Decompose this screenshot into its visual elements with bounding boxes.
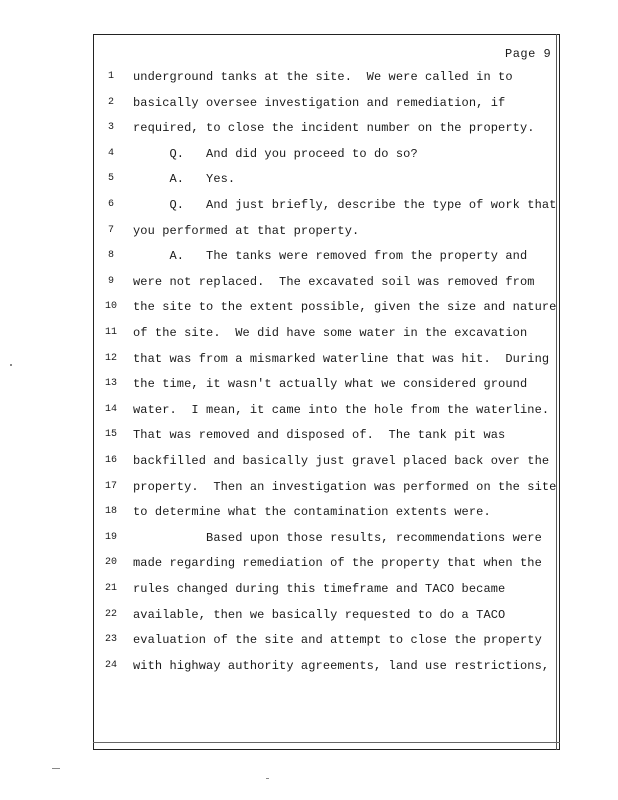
line-number: 17: [104, 480, 117, 492]
line-number: 18: [104, 506, 117, 518]
line-number: 8: [107, 250, 114, 262]
line-number: 4: [107, 147, 114, 159]
line-number: 20: [104, 557, 117, 569]
transcript-line: A. The tanks were removed from the property and: [133, 249, 528, 264]
line-number: 23: [104, 634, 117, 646]
transcript-line: A. Yes.: [133, 172, 236, 187]
frame-margin-rule: [556, 34, 557, 750]
transcript-line: Q. And did you proceed to do so?: [133, 146, 418, 161]
line-number: 6: [107, 199, 114, 210]
transcript-line: Based upon those results, recommendations were: [133, 530, 542, 545]
line-number: 13: [104, 378, 117, 390]
transcript-line: That was removed and disposed of. The tank pit was: [133, 428, 506, 443]
transcript-line: of the site. We did have some water in the excavation: [133, 326, 528, 340]
transcript-line: made regarding remediation of the property that when the: [133, 556, 542, 571]
line-number: 5: [107, 173, 114, 185]
transcript-line: basically oversee investigation and remediation, if: [133, 95, 506, 110]
scan-speck: [266, 778, 269, 779]
line-number: 22: [104, 608, 117, 620]
transcript-line: rules changed during this timeframe and TACO became: [133, 582, 506, 596]
line-number: 24: [104, 659, 117, 671]
line-number: 11: [104, 327, 117, 338]
transcript-line: with highway authority agreements, land use restrictions,: [133, 658, 550, 673]
transcript-line: the time, it wasn't actually what we considered ground: [133, 377, 528, 392]
line-number: 1: [107, 71, 114, 82]
transcript-line: were not replaced. The excavated soil was removed from: [133, 274, 535, 289]
line-number: 2: [107, 96, 114, 108]
line-number: 12: [104, 352, 117, 364]
frame-bottom-rule: [93, 742, 560, 743]
transcript-line: you performed at that property.: [133, 223, 360, 238]
transcript-line: available, then we basically requested to do a TACO: [133, 607, 506, 622]
line-number: 21: [104, 583, 117, 594]
line-number: 3: [107, 122, 114, 134]
line-number: 16: [104, 455, 117, 466]
transcript-line: required, to close the incident number on the property.: [133, 121, 535, 136]
transcript-line: underground tanks at the site. We were called in to: [133, 70, 513, 84]
page-number: Page 9: [505, 47, 552, 61]
transcript-line: that was from a mismarked waterline that was hit. During: [133, 351, 550, 366]
transcript-line: evaluation of the site and attempt to close the property: [133, 633, 542, 648]
line-number: 7: [107, 224, 114, 236]
transcript-line: backfilled and basically just gravel placed back over the: [133, 454, 550, 468]
transcript-line: the site to the extent possible, given the size and nature: [133, 300, 557, 315]
transcript-line: Q. And just briefly, describe the type of work that: [133, 198, 557, 212]
line-number: 14: [104, 403, 117, 415]
transcript-line: to determine what the contamination extents were.: [133, 505, 491, 520]
line-number: 15: [104, 429, 117, 441]
line-number: 9: [107, 275, 114, 287]
transcript-line: water. I mean, it came into the hole from the waterline.: [133, 402, 550, 417]
line-number: 10: [104, 301, 117, 313]
line-number: 19: [104, 531, 117, 543]
scan-speck: [52, 768, 60, 769]
scan-speck: [10, 364, 12, 366]
transcript-line: property. Then an investigation was performed on the site: [133, 479, 557, 494]
